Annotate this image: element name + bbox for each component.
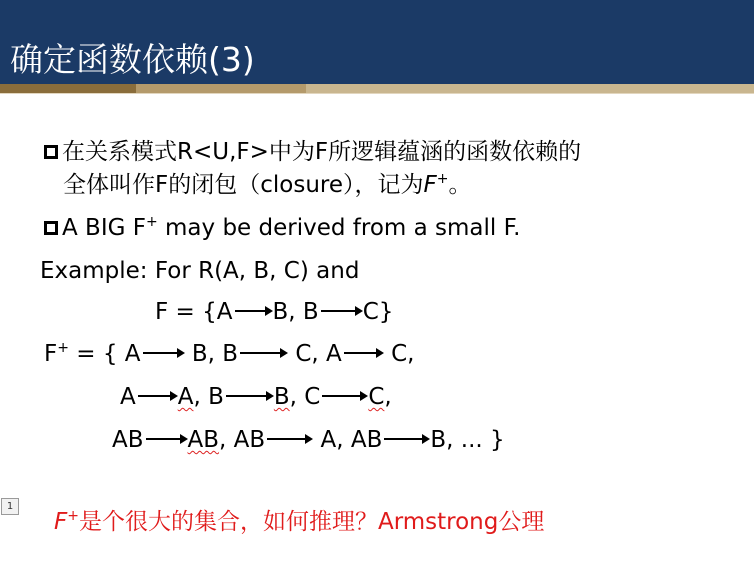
- closure-r2-p1: A: [120, 384, 136, 410]
- bullet-2: [44, 214, 520, 242]
- right-arrow-icon: [384, 438, 428, 440]
- closure-r2-p7: ,: [384, 384, 392, 410]
- closure-r2-p6: C: [368, 384, 385, 410]
- example-intro: Example: For R(A, B, C) and: [40, 258, 360, 284]
- footer-note: [54, 508, 544, 536]
- bullet-1-end: 。: [448, 172, 472, 198]
- closure-r3-p3: , AB: [219, 427, 266, 453]
- right-arrow-icon: [143, 352, 183, 354]
- closure-row-3: [112, 426, 505, 454]
- right-arrow-icon: [226, 395, 272, 397]
- f-def-end: C}: [362, 299, 394, 325]
- closure-sup: +: [57, 340, 69, 356]
- closure-row-2: [120, 383, 392, 411]
- closure-r2-p4: B: [273, 384, 290, 410]
- bullet-1-text-a: 在关系模式R<U,F>中为F所逻辑蕴涵的函数依赖的: [62, 139, 582, 165]
- closure-r2-p3: , B: [193, 384, 224, 410]
- bullet-2-sup: +: [145, 214, 158, 230]
- footer-f-var: F: [54, 509, 68, 535]
- closure-r1-p4: C,: [383, 341, 415, 367]
- bullet-1-text-b: 全体叫作F的闭包（closure），记为: [63, 172, 424, 198]
- right-arrow-icon: [138, 395, 176, 397]
- closure-r1-p2: B, B: [184, 341, 239, 367]
- title-rule-mid: [136, 84, 306, 93]
- closure-r2-p2: A: [177, 384, 194, 410]
- title-rule-light: [306, 84, 754, 93]
- closure-r3-p2: AB: [187, 427, 220, 453]
- title-rule-dark: [0, 84, 136, 93]
- footer-f-sup: +: [67, 508, 79, 524]
- right-arrow-icon: [344, 352, 382, 354]
- right-arrow-icon: [321, 310, 361, 312]
- page-number: 1: [1, 498, 19, 515]
- footer-note-text: 是个很大的集合，如何推理？Armstrong公理: [78, 509, 545, 535]
- closure-r3-p5: B, ... }: [430, 427, 505, 453]
- closure-r1-p1: = { A: [68, 341, 141, 367]
- closure-r3-p1: AB: [112, 427, 144, 453]
- f-definition: [155, 298, 393, 326]
- bullet-1-line-1: [44, 138, 581, 166]
- right-arrow-icon: [322, 395, 366, 397]
- title-rule-line: [0, 93, 754, 94]
- closure-r1-p3: C, A: [288, 341, 342, 367]
- right-arrow-icon: [146, 438, 186, 440]
- f-closure-var: F: [423, 172, 437, 198]
- square-bullet-icon: [44, 145, 58, 159]
- f-closure-sup: +: [436, 171, 449, 187]
- title-bar: [0, 0, 754, 84]
- square-bullet-icon: [44, 221, 58, 235]
- bullet-2-pre: A BIG F: [62, 215, 146, 241]
- closure-r3-p4: A, AB: [313, 427, 383, 453]
- closure-r2-p5: , C: [289, 384, 321, 410]
- bullet-2-post: may be derived from a small F.: [157, 215, 521, 241]
- closure-row-1: [44, 340, 414, 368]
- slide-title: 确定函数依赖(3): [10, 40, 255, 79]
- f-def-prefix: F = {A: [155, 299, 233, 325]
- closure-f: F: [44, 341, 58, 367]
- right-arrow-icon: [267, 438, 311, 440]
- right-arrow-icon: [240, 352, 286, 354]
- right-arrow-icon: [235, 310, 271, 312]
- bullet-1-line-2: [63, 171, 471, 199]
- f-def-mid: B, B: [272, 299, 319, 325]
